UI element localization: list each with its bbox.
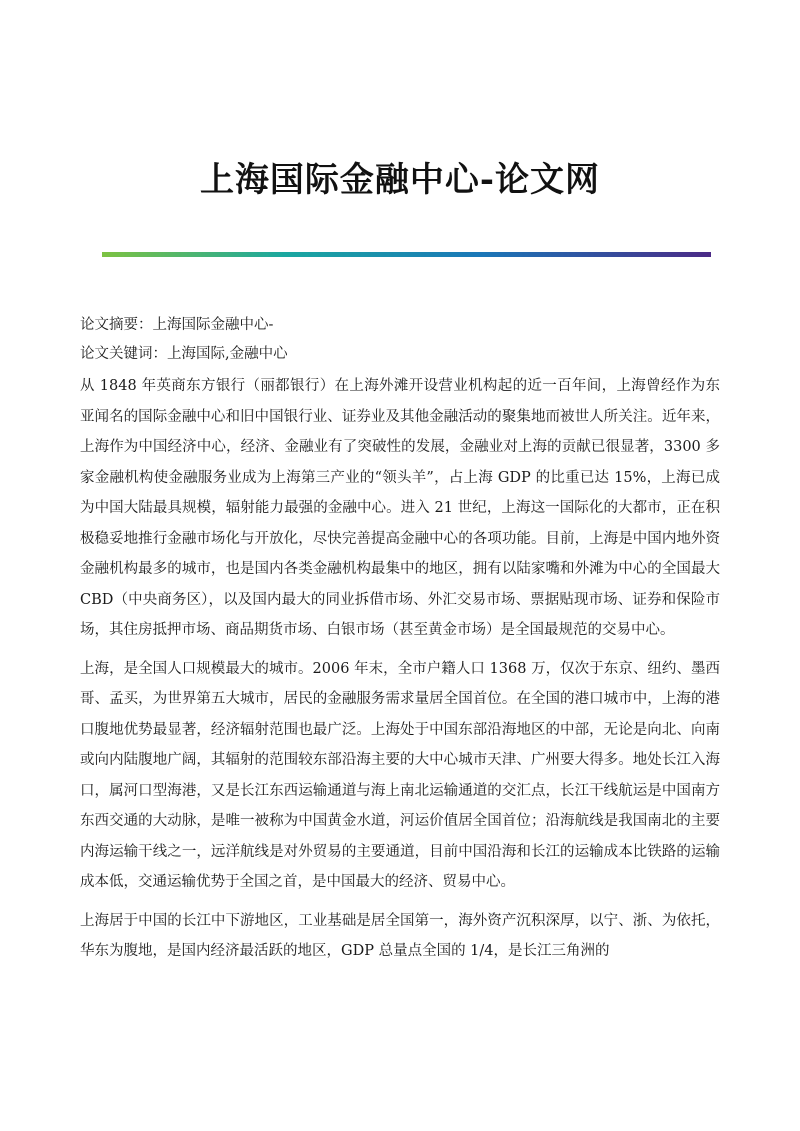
keywords-line: 论文关键词：上海国际,金融中心: [80, 346, 288, 362]
abstract-line: 论文摘要：上海国际金融中心-: [80, 317, 274, 333]
page-title: 上海国际金融中心-论文网: [199, 160, 601, 200]
paragraph-2: 上海，是全国人口规模最大的城市。2006 年末，全市户籍人口 1368 万，仅次于东京、纽约、墨西哥、孟买，为世界第五大城市，居民的金融服务需求量居全国首位。在全国的港口城市中，上海的港口腹地优势最显著，经济辐射范围也最广泛。上海处于中国东部沿海地区的中部，无论是向北、向南或向内陆腹地广阔，其辐射的范围较东部沿海主要的大中心城市天津、广州要大得多。地处长江入海口，属河口型海港，又是长江东西运输通道与海上南北运输通道的交汇点，长江干线航运是中国南方东西交通的大动脉，是唯一被称为中国黄金水道，河运价值居全国首位；沿海航线是我国南北的主要内海运输干线之一，远洋航线是对外贸易的主要通道，目前中国沿海和长江的运输成本比铁路的运输成本低，交通运输优势于全国之首，是中国最大的经济、贸易中心。: [80, 660, 720, 890]
paragraph-1: 从 1848 年英商东方银行（丽都银行）在上海外滩开设营业机构起的近一百年间，上海曾经作为东亚闻名的国际金融中心和旧中国银行业、证券业及其他金融活动的聚集地而被世人所关注。近年来，上海作为中国经济中心，经济、金融业有了突破性的发展，金融业对上海的贡献已很显著，3300 多家金融机构使金融服务业成为上海第三产业的“领头羊”，占上海 GDP 的比重已达 15%，上海已成为中国大陆最具规模，辐射能力最强的金融中心。进入 21 世纪，上海这一国际化的大都市，正在积极稳妥地推行金融市场化与开放化，尽快完善提高金融中心的各项功能。目前，上海是中国内地外资金融机构最多的城市，也是国内各类金融机构最集中的地区，拥有以陆家嘴和外滩为中心的全国最大 CBD（中央商务区），以及国内最大的同业拆借市场、外汇交易市场、票据贴现市场、证券和保险市场，其住房抵押市场、商品期货市场、白银市场（甚至黄金市场）是全国最规范的交易中心。: [80, 378, 720, 638]
paragraph-3: 上海居于中国的长江中下游地区，工业基础是居全国第一，海外资产沉积深厚，以宁、浙、为依托，华东为腹地，是国内经济最活跃的地区，GDP 总量点全国的 1/4，是长江三角洲的: [80, 912, 720, 959]
article-body: [80, 371, 720, 975]
title-divider: [102, 252, 711, 257]
